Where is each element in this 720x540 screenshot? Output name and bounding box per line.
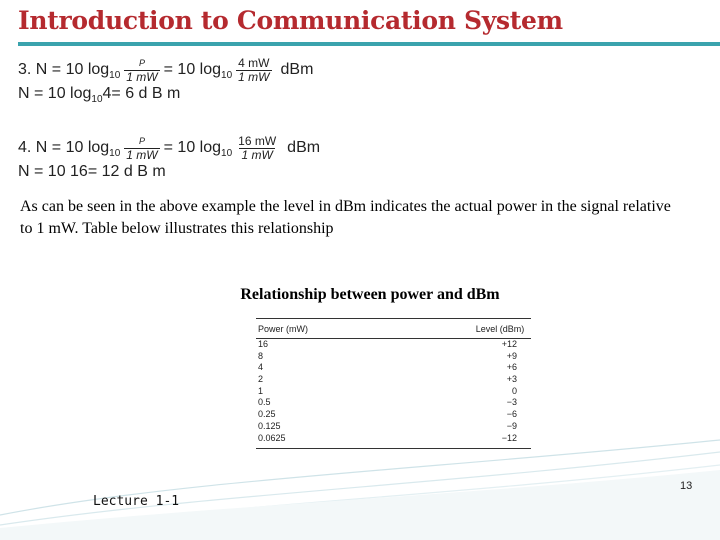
eq4-frac2-denominator: 1 mW [241, 147, 273, 162]
footer-lecture-label: Lecture 1-1 [93, 494, 180, 509]
cell-level: +6 [506, 362, 517, 373]
slide-title: Introduction to Communication System [18, 6, 563, 35]
eq3-subscript-2: 10 [221, 70, 233, 81]
cell-power: 1 [258, 385, 264, 396]
eq3-subscript: 10 [109, 70, 121, 81]
cell-level: −6 [506, 409, 517, 420]
eq3-line2-subscript: 10 [91, 94, 103, 105]
cell-level: −12 [501, 432, 517, 443]
eq4-line2-prefix: N = 10 16= 12 d B m [18, 163, 166, 180]
eq4-subscript-2: 10 [221, 148, 233, 159]
eq3-frac1-numerator: P [138, 57, 145, 68]
cell-level: +12 [501, 339, 517, 349]
header-power: Power (mW) [258, 324, 308, 334]
cell-power: 0.25 [258, 409, 276, 420]
eq3-prefix: 3. N = 10 log [18, 61, 110, 78]
eq3-frac2-denominator: 1 mW [238, 69, 270, 84]
eq3-mid: = 10 log [163, 61, 222, 78]
eq4-mid: = 10 log [163, 139, 222, 156]
eq4-frac1-denominator: 1 mW [126, 147, 158, 162]
cell-level: +9 [506, 350, 517, 361]
eq4-subscript: 10 [109, 148, 121, 159]
page-number: 13 [680, 480, 693, 492]
header-level: Level (dBm) [475, 324, 525, 334]
eq4-suffix: dBm [287, 139, 321, 156]
eq3-line2-rest: 4= 6 d B m [102, 85, 181, 102]
cell-power: 8 [258, 350, 264, 361]
cell-level: +3 [506, 374, 517, 385]
cell-power: 4 [258, 362, 264, 373]
cell-level: −9 [506, 420, 517, 431]
cell-power: 2 [258, 374, 264, 385]
eq3-suffix: dBm [280, 61, 314, 78]
explanation-paragraph: As can be seen in the above example the level in dBm indicates the actual power in the signal relative to 1 mW. Table below illustrates this relationship [20, 198, 671, 237]
eq3-frac2-numerator: 4 mW [238, 55, 270, 70]
eq4-frac2-numerator: 16 mW [238, 133, 277, 148]
eq3-line2-prefix: N = 10 log [18, 85, 92, 102]
eq4-frac1-numerator: P [138, 135, 145, 146]
cell-power: 16 [258, 339, 269, 349]
cell-power: 0.0625 [258, 432, 286, 443]
eq4-prefix: 4. N = 10 log [18, 139, 110, 156]
cell-power: 0.125 [258, 420, 281, 431]
cell-level: 0 [511, 385, 517, 396]
cell-power: 0.5 [258, 397, 271, 408]
table-caption: Relationship between power and dBm [240, 286, 500, 303]
eq3-frac1-denominator: 1 mW [126, 69, 158, 84]
cell-level: −3 [506, 397, 517, 408]
